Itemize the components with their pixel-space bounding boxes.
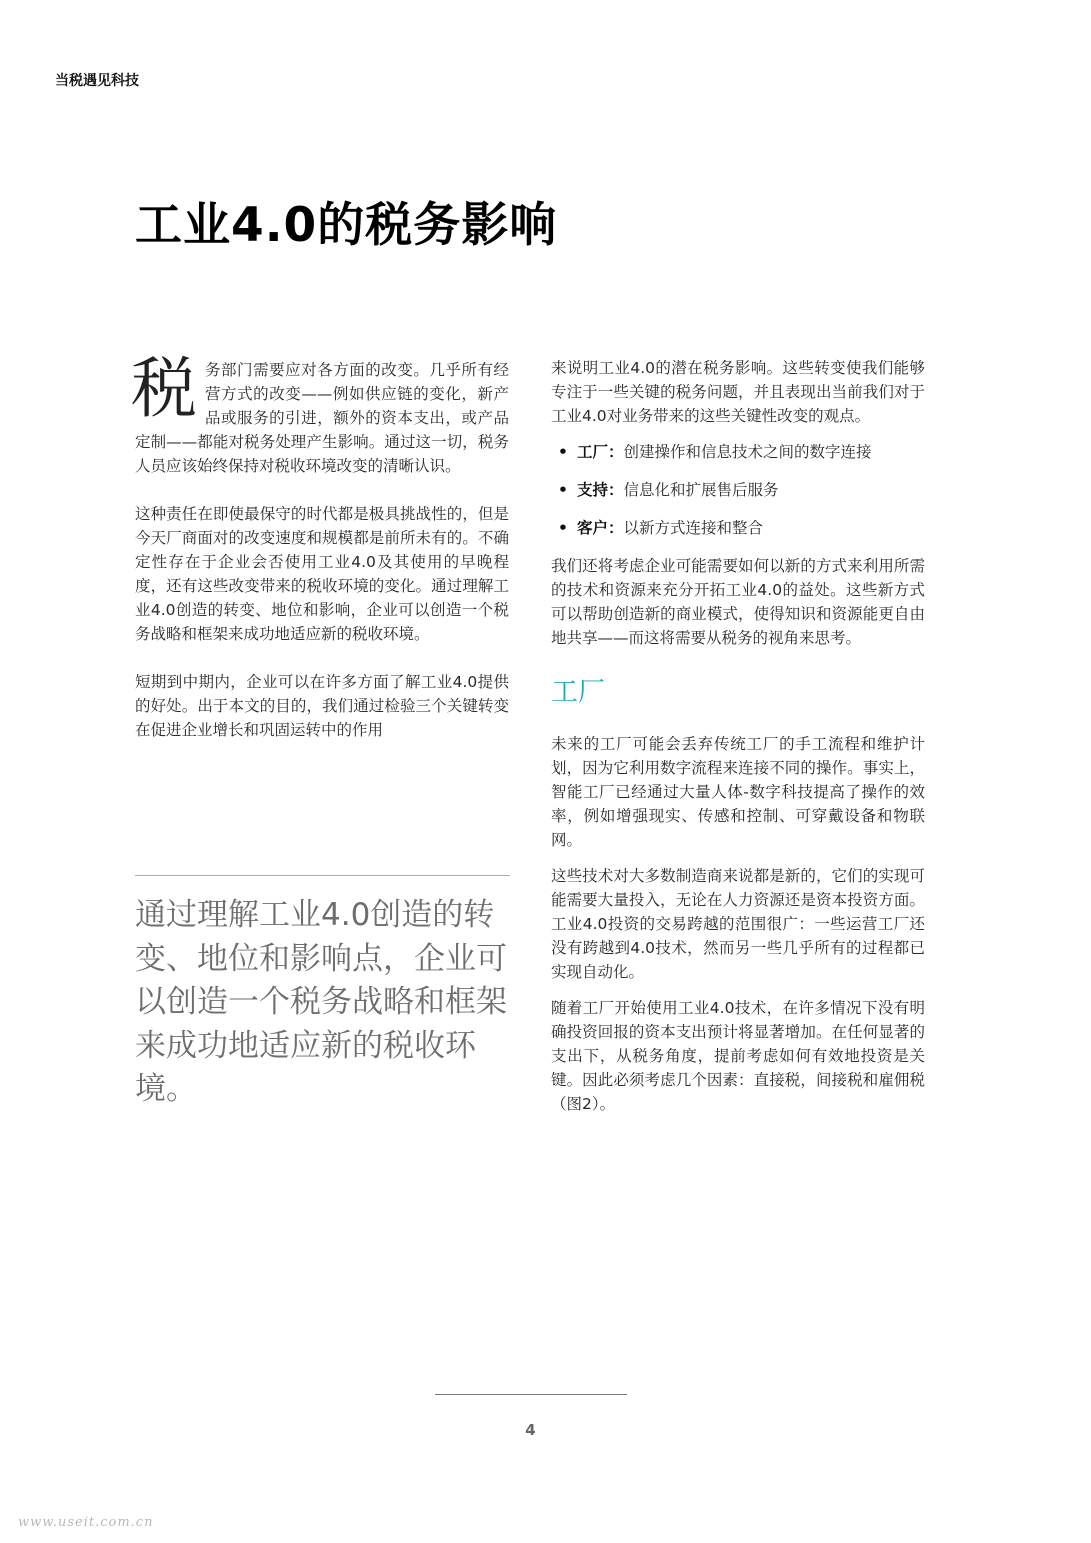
body-paragraph-3: 短期到中期内，企业可以在许多方面了解工业4.0提供的好处。出于本文的目的，我们通过检验三个关键转变在促进企业增长和巩固运转中的作用 <box>135 673 509 739</box>
body-paragraph: 我们还将考虑企业可能需要如何以新的方式来利用所需的技术和资源来充分开拓工业4.0的益处。这些新方式可以帮助创造新的商业模式，使得知识和资源能更自由地共享——而这将需要从税务的视角来思考。 <box>551 557 925 647</box>
section-paragraph-2: 这些技术对大多数制造商来说都是新的，它们的实现可能需要大量投入，无论在人力资源还是资本投资方面。工业4.0投资的交易跨越的范围很广：一些运营工厂还没有跨越到4.0技术，然而另一些几乎所有的过程都已实现自动化。 <box>551 867 925 981</box>
list-item-text: 以新方式连接和整合 <box>623 519 764 537</box>
list-item-text: 创建操作和信息技术之间的数字连接 <box>623 443 872 461</box>
list-item-separator: ： <box>608 443 624 461</box>
watermark: www.useit.com.cn <box>18 1515 154 1530</box>
left-column <box>131 350 509 742</box>
list-item <box>551 516 925 540</box>
list-item-label: 支持 <box>577 481 609 499</box>
shift-list <box>551 440 925 540</box>
section-heading: 工厂 <box>551 677 605 708</box>
footer-divider <box>435 1394 627 1395</box>
pull-quote: 通过理解工业4.0创造的转变、地位和影响点，企业可以创造一个税务战略和框架来成功地适应新的税收环境。 <box>135 897 507 1107</box>
running-header: 当税遇见科技 <box>55 73 139 89</box>
section-paragraph-1: 未来的工厂可能会丢弃传统工厂的手工流程和维护计划，因为它利用数字流程来连接不同的操作。事实上，智能工厂已经通过大量人体-数字科技提高了操作的效率，例如增强现实、传感和控制、可穿戴设备和物联网。 <box>551 735 925 849</box>
list-item-separator: ： <box>608 481 624 499</box>
list-item <box>551 440 925 464</box>
page-number: 4 <box>525 1421 536 1439</box>
list-item-separator: ： <box>608 519 624 537</box>
page-title: 工业4.0的税务影响 <box>135 198 558 253</box>
list-item <box>551 478 925 502</box>
list-item-label: 工厂 <box>577 443 609 461</box>
right-column <box>551 356 925 1128</box>
continued-paragraph: 来说明工业4.0的潜在税务影响。这些转变使我们能够专注于一些关键的税务问题，并且表现出当前我们对于工业4.0对业务带来的这些关键性改变的观点。 <box>551 359 925 425</box>
list-item-label: 客户 <box>577 519 609 537</box>
intro-paragraph <box>131 350 509 478</box>
list-item-text: 信息化和扩展售后服务 <box>623 481 779 499</box>
body-paragraph-2: 这种责任在即使最保守的时代都是极具挑战性的，但是今天厂商面对的改变速度和规模都是前所未有的。不确定性存在于企业会否使用工业4.0及其使用的早晚程度，还有这些改变带来的税收环境的变化。通过理解工业4.0创造的转变、地位和影响，企业可以创造一个税务战略和框架来成功地适应新的税收环境。 <box>135 505 509 643</box>
section-paragraph-3: 随着工厂开始使用工业4.0技术，在许多情况下没有明确投资回报的资本支出预计将显著增加。在任何显著的支出下，从税务角度，提前考虑如何有效地投资是关键。因此必须考虑几个因素：直接税，间接税和雇佣税（图2）。 <box>551 999 925 1113</box>
drop-cap: 税 <box>131 350 197 427</box>
pull-quote-divider <box>135 875 510 876</box>
intro-paragraph-text: 务部门需要应对各方面的改变。几乎所有经营方式的改变——例如供应链的变化，新产品或服务的引进，额外的资本支出，或产品定制——都能对税务处理产生影响。通过这一切，税务人员应该始终保持对税收环境改变的清晰认识。 <box>135 361 509 475</box>
